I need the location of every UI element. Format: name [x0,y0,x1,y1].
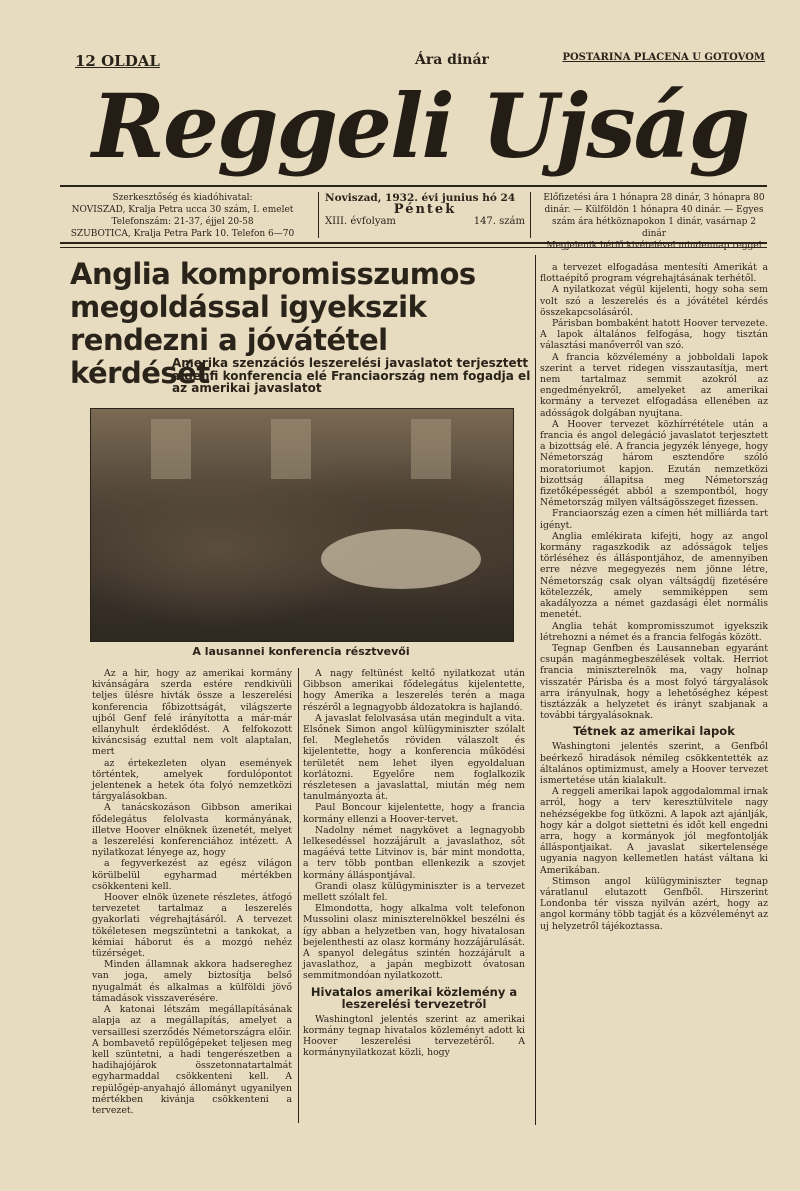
paragraph: A nyilatkozat végül kijelenti, hogy soha sem volt szó a leszerelés és a jóvátétel kérdés összekapcsolásáról. [540,284,768,318]
info-line: SZUBOTICA, Kralja Petra Park 10. Telefon 6—70 [70,229,295,239]
paragraph: Anglia emlékirata kifejti, hogy az angol kormány ragaszkodik az adósságok teljes törléséhez és álláspontjához, de amennyiben erre nézve megegyezés nem jönne létre, Németország csak olyan váltságdíj fizetésére kötelezzék, amely semmiképpen sem akadályozza a német gazdasági élet normális menetét. [540,530,768,621]
divider [60,242,767,244]
paragraph: Nadolny német nagykövet a legnagyobb lelkesedéssel hozzájárult a javaslathoz, sőt magáévá tette Litvinov is, bár mint mondotta, a terv több pontban ellenkezik a szovjet kormány álláspontjával. [303,824,525,881]
paragraph: A francia közvélemény a jobboldali lapok szerint a tervet ridegen visszautasítja, mert nem tartalmaz semmit azokról az engedményekről, amelyeket az amerikai kormány a tervezet elfogadása ellenében az adósságok dolgában nyujtana. [540,351,768,419]
article-column-1 [92,668,292,1116]
info-line: Megjelenik hétfő kivételével mindennap reggel [546,241,762,251]
issue-number: 147. szám [473,216,525,227]
column-divider [535,255,536,1125]
info-bar [60,192,767,251]
paragraph: Hoover elnök üzenete részletes, átfogó tervezetet tartalmaz a leszerelés gyakorlati végrehajtásáról. A tervezet tökéletesen megszüntetni a tankokat, a kémiai háborut és a mozgó nehéz tüzérséget. [92,892,292,960]
info-line: Szerkesztőség és kiadóhivatal: [112,193,253,203]
paragraph: A katonai létszám megállapításának alapja az a megállapítás, amelyet a versaillesi szerződés Németországra előir. A bombavető repülőgépeket teljesen meg kell szüntetni, a hadi tengerészetben a hadihajójárok összetonnatartalmát egyharmaddal csökkenteni kell. A repülőgép-anyahajó állományt ugyanilyen mértékben kivánja csökkenteni a tervezet. [92,1004,292,1116]
page-count: 12 OLDAL [75,52,160,70]
paragraph: Anglia tehát kompromisszumot igyekszik létrehozni a német és a francia felfogás között. [540,620,768,643]
top-bar [75,52,765,74]
paragraph: a fegyverkezést az egész világon körülbelül egyharmad mértékben csökkenteni kell. [92,858,292,892]
paragraph: Stimson angol külügyminiszter tegnap váratlanul elutazott Genfből. Hirszerint Londonba tér vissza nyilván azért, hogy az angol kormány több tagját és a közvéleményt az uj helyzetről tájékoztassa. [540,875,768,932]
info-line: szám ára hétköznapokon 1 dinár, vasárnap 2 dinár [552,217,756,239]
sub-headline: Amerika szenzációs leszerelési javaslatot terjesztett a genfi konferencia elé Franciaország nem fogadja el az amerikai javaslatot [172,356,531,395]
price-label: Ára dinár [415,52,489,68]
paragraph: a tervezet elfogadása mentesíti Amerikát a flottaépítő program végrehajtásának terhétől. [540,262,768,285]
issue-day: Péntek [393,202,457,217]
paragraph: Tegnap Genfben és Lausanneban egyaránt csupán magánmegbeszélések voltak. Herriot francia miniszterelnök ma, vagy holnap visszatér Párisba és a most folyó tárgyalások arra irányulnak, hogy a lehetőséghez képest tisztázzák a helyzetet és irányt szabjanak a további tárgyalásoknak. [540,642,768,722]
main-headline: Anglia kompromisszumos megoldással igyekszik rendezni a jóvátétel kérdését [70,257,476,390]
masthead-title: Reggeli Ujság [91,74,749,178]
paragraph: Párisban bombaként hatott Hoover tervezete. A lapok általános felfogása, hogy tisztán választási manőverről van szó. [540,318,768,352]
info-line: dinár. — Külföldön 1 hónapra 40 dinár. — Egyes [544,205,764,215]
column-divider [318,192,319,238]
info-line: NOVISZAD, Kralja Petra ucca 30 szám, I. emelet [71,205,294,215]
paragraph: A javaslat felolvasása után megindult a vita. Elsőnek Simon angol külügyminiszter szólalt fel. Meglehetős röviden válaszolt és kijelentette, hogy a konferencia működési területét nem lehet ilyen egyoldaluan korlátozni. Egyelőre nem foglalkozik részletesen a javaslattal, miután még nem tanulmányozta át. [303,712,525,803]
issue-date: Noviszad, 1932. évi junius hó 24 [325,192,516,204]
divider [60,247,767,248]
paragraph: A tanácskozáson Gibbson amerikai fődelegátus felolvasta kormányának, illetve Hoover elnöknek üzenetét, melyet a leszerelési konferenciához intézett. A nyilatkozat lényege az, hogy [92,802,292,859]
paragraph: Washingtonl jelentés szerint az amerikai kormány tegnap hivatalos közleményt adott ki Hoover leszerelési tervezetéről. A kormánynyilatkozat közli, hogy [303,1013,525,1059]
paragraph: Grandi olasz külügyminiszter is a tervezet mellett szólalt fel. [303,880,525,904]
divider [60,185,767,187]
conference-photo [90,408,514,642]
editorial-office-info [60,192,305,240]
paragraph: az értekezleten olyan események történtek, amelyek fordulópontot jelentenek a hetek óta folyó nemzetközi tárgyalásokban. [92,757,292,803]
column-divider [530,192,531,238]
paragraph: Minden államnak akkora hadsereghez van joga, amely biztosítja belső nyugalmát és alkalmas a külföldi jövő támadások visszaverésére. [92,959,292,1004]
info-line: Telefonszám: 21-37, éjjel 20-58 [111,217,254,227]
issue-volume: XIII. évfolyam [325,216,396,227]
issue-info [325,192,525,228]
paragraph: Franciaország ezen a címen hét milliárda tart igényt. [540,508,768,531]
paragraph: Washingtoni jelentés szerint, a Genfből beérkező hiradások némileg csökkentették az általános optimizmust, amely a Hoover tervezet ismertetése után kialakult. [540,741,768,786]
article-column-2 [303,668,525,1059]
paragraph: A Hoover tervezet közhírrététele után a francia és angol delegáció javaslatot terjesztett a bizottság elé. A francia jegyzék lényege, hogy Németország három esztendőre szóló moratoriumot kapjon. Ezután nemzetközi bizottság állapitsa meg Németország fizetőképességét abból a szempontból, hogy Németország milyen váltságösszeget fizessen. [540,418,768,509]
section-heading: Tétnek az amerikai lapok [573,724,735,739]
info-line: Előfizetési ára 1 hónapra 28 dinár, 3 hónapra 80 [543,193,765,203]
postal-notice: POSTARINA PLACENA U GOTOVOM [562,52,765,63]
photo-caption: A lausannei konferencia résztvevői [192,645,410,658]
column-divider [298,668,299,1123]
paragraph: Elmondotta, hogy alkalma volt telefonon Mussolini olasz miniszterelnökkel beszélni és így abban a helyzetben van, hogy hivatalosan bejelenthesti az olasz kormány hozzájárulását. A spanyol delegátus szintén hozzájárult a javaslathoz, a japán megbizott óvatosan semmitmondóan nyilatkozott. [303,903,525,982]
section-heading: Hivatalos amerikai közlemény a leszerelési tervezetről [310,984,518,1011]
article-column-3 [540,262,768,932]
paragraph: Paul Boncour kijelentette, hogy a francia kormány ellenzi a Hoover-tervet. [303,802,525,825]
paragraph: A reggeli amerikai lapok aggodalommal irnak arról, hogy a terv keresztülvitele nagy nehézségekbe fog ütközni. A lapok azt ajánlják, hogy kár a dolgot siettetni és időt kell engedni arra, hogy a kormányok jól megfontolják álláspontjaikat. A javaslat sikertelensége ugyania nagyon kellemetlen hatást váltana ki Amerikában. [540,786,768,876]
paragraph: Az a hir, hogy az amerikai kormány kivánságára szerda estére rendkivüli teljes ülésre hivták össze a leszerelési konferencia főbizottságát, világszerte ujból Genf felé irányította a már-már ellanyhult érdeklődést. A felfokozott kiváncsiság ezuttal nem volt alaptalan, mert [92,668,292,758]
paragraph: A nagy feltünést keltő nyilatkozat után Gibbson amerikai fődelegátus kijelentette, hogy Amerika a leszerelés terén a maga részéről a legnagyobb áldozatokra is hajlandó. [303,668,525,713]
